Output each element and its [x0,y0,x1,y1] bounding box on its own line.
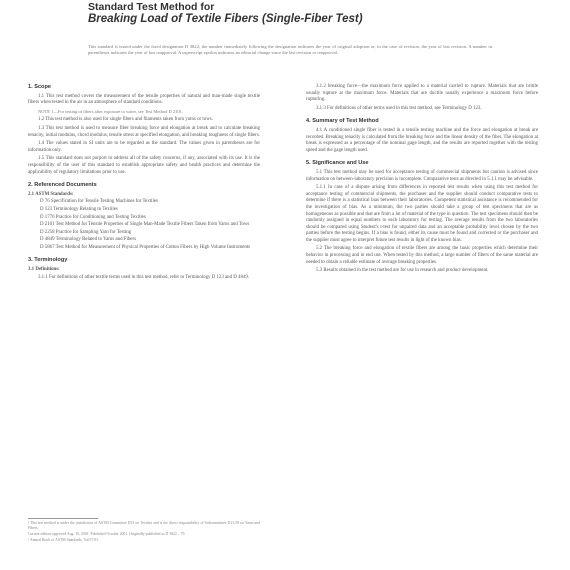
section-heading: 1. Scope [28,84,52,90]
reference-item: D 1776 Practice for Conditioning and Testing Textiles [40,214,146,220]
paragraph: 3.1.2 breaking force—the maximum force applied to a material carried to rupture. Materials that are brittle usually rupture at the maximum force. Materials that are ductile usually experience a maximum force before rupturing. [306,84,538,103]
footnotes [28,521,260,544]
paragraph: 1.3 This test method is used to measure fiber breaking force and elongation at break and to calculate breaking tenacity, initial modulus, chord modulus, tensile stress at specified elongation, and breaking toughness of single fibers. [28,125,260,138]
section-heading: 5. Significance and Use [306,160,369,167]
paragraph: 4.1 A conditioned single fiber is tested in a tensile testing machine and the force and elongation at break are recorded. Breaking tenacity is calculated from the breaking force and the linear density of the fiber. The elongation at break is expressed as a percentage of the nominal gage length, and the results are reported together with the testing speed and the gage length used. [306,127,538,153]
reference-item: D 4849 Terminology Related to Yarns and Fibers [40,237,137,243]
reference-item: D 123 Terminology Relating to Textiles [40,206,118,212]
paragraph: 5.1.1 In case of a dispute arising from differences in reported test results when using this test method for acceptance testing of commercial shipments, the purchaser and the supplier should conduct comparative tests to determine if there is a statistical bias between their laboratories. Competent statistical assistance is recommended for the investigation of bias. As a minimum, the two parties should take a group of test specimens that are as homogeneous as possible and that are from a lot of material of the type in question. The test specimens should then be randomly assigned in equal numbers to each laboratory for testing. The average results from the two laboratories should be compared using Student's t-test for unpaired data and an acceptable probability level chosen by the two parties before the testing begins. If a bias is found, either its cause must be found and corrected or the purchaser and the supplier must agree to interpret future test results in light of the known bias. [306,185,538,243]
reference-item: D 2101 Test Method for Tensile Properties of Single Man-Made Textile Fibers Taken from Yarns and Tows [40,222,250,228]
subsection-heading: 3.1 Definitions: [28,267,60,273]
paragraph: 5.2 The breaking force and elongation of textile fibers are among the basic properties which determine their behavior in processing and in end use. When tested by this method, a large number of fibers of the same material are needed to obtain a reliable estimate of average breaking properties. [306,246,538,265]
paragraph: 5.3 Results obtained in the test method are for use in research and product development. [316,268,489,274]
paragraph: 1.1 This test method covers the measurement of the tensile properties of natural and man-made single textile fibers when tested in the air in an atmosphere of standard conditions. [28,93,260,106]
footnote: Current edition approved Aug. 10, 2001. Published October 2001. Originally published as D 3822 – 79. [28,531,186,536]
footnote: ¹ This test method is under the jurisdiction of ASTM Committee D13 on Textiles and is the direct responsibility of Subcommittee D13.58 on Yarns and Fibers. [28,521,260,530]
footnote: ² Annual Book of ASTM Standards, Vol 07.01. [28,537,100,542]
note-paragraph: NOTE 1—For testing of fibers after exposure to water, see Test Method D 2101. [38,108,184,114]
section-heading: 4. Summary of Test Method [306,118,379,125]
reference-item: D 76 Specification for Tensile Testing Machines for Textiles [40,199,158,205]
paragraph: 3.1.3 For definitions of other terms used in this test method, see Terminology D 123. [316,105,482,111]
reference-item: D 5867 Test Method for Measurement of Physical Properties of Cotton Fibers by High Volume Instruments [40,244,251,250]
reference-item: D 2258 Practice for Sampling Yarn for Testing [40,229,132,235]
footnote-rule [28,518,98,519]
left-column [28,84,260,283]
section-heading: 2. Referenced Documents [28,182,97,189]
section-heading: 3. Terminology [28,257,68,264]
intro-paragraph: This standard is issued under the fixed designation D 3822; the number immediately following the designation indicates the year of original adoption or, in the case of revision, the year of last revision. A number in parentheses indicates the year of last reapproval. A superscript epsilon indicates an editorial change since the last revision or reapproval. [88,44,492,56]
paragraph: 3.1.1 For definitions of other textile terms used in this test method, refer to Terminology D 123 and D 4849. [38,274,250,280]
paragraph: 1.5 This standard does not purport to address all of the safety concerns, if any, associated with its use. It is the responsibility of the user of this standard to establish appropriate safety and health practices and determine the applicability of regulatory limitations prior to use. [28,156,260,175]
title-line-1: Standard Test Method for [88,1,215,13]
paragraph: 1.4 The values stated in SI units are to be regarded as the standard. The values given in parentheses are for information only. [28,141,260,153]
paragraph: 5.1 This test method may be used for acceptance testing of commercial shipments but caution is advised since information on between-laboratory precision is incomplete. Comparative tests as directed in 5.1.1 may be advisable. [306,169,538,182]
right-column [306,84,538,277]
subsection-heading: 2.1 ASTM Standards: [28,191,74,197]
document-title: Breaking Load of Textile Fibers (Single-Fiber Test) [88,13,363,25]
title-block [88,2,508,26]
paragraph: 1.2 This test method is also used for single fibers and filaments taken from yarns or tows. [38,117,213,123]
